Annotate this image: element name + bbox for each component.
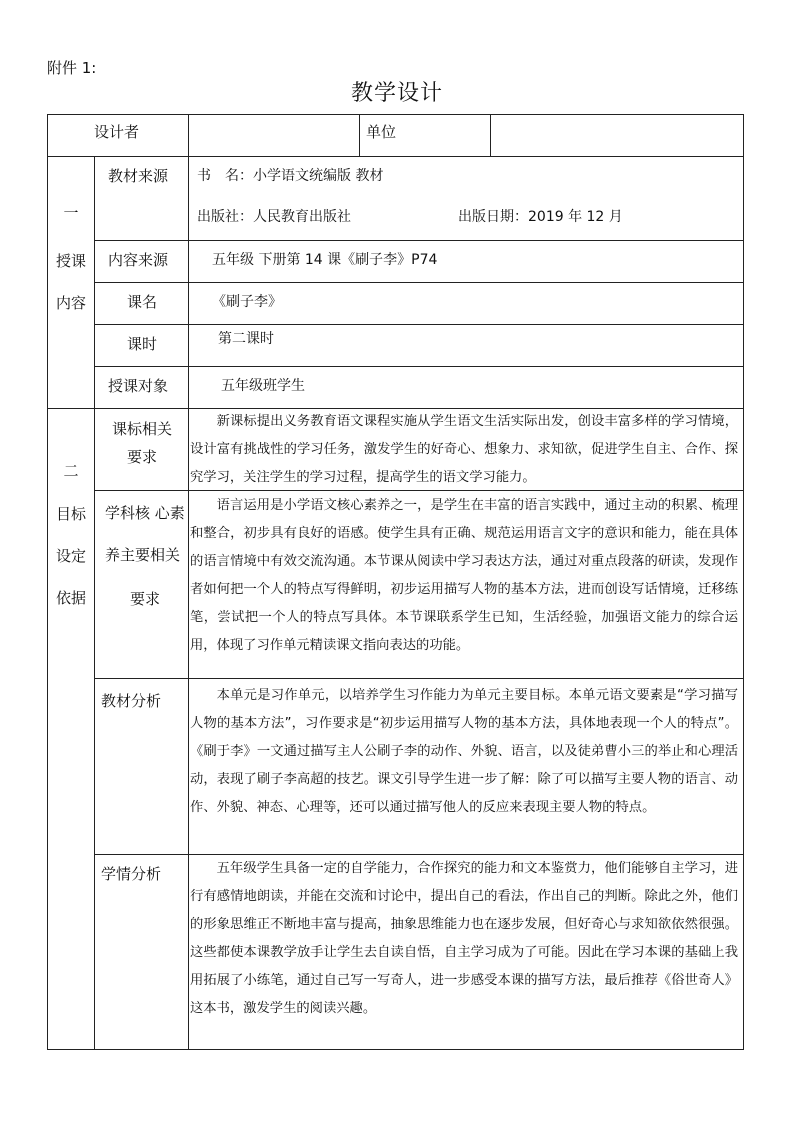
curriculum-label-line2: 要求 [127,448,158,466]
lesson-name-label: 课名 [127,293,158,311]
learner-analysis-text: 五年级学生具备一定的自学能力，合作探究的能力和文本鉴赏力，他们能够自主学习，进行有感情地朗读，并能在交流和讨论中，提出自己的看法，作出自己的判断。除此之外，他们的形象思维正不断地丰富与提高，抽象思维能力也在逐步发展，但好奇心与求知欲依然很强。这些都使本课教学放手让学生去自读自悟，自主学习成为了可能。因此在学习本课的基础上我用拓展了小练笔，通过自己写一写奇人，进一步感受本课的描写方法，最后推荐《俗世奇人》这本书，激发学生的阅读兴趣。 [190,861,738,1016]
section1-name-line2: 内容 [56,294,87,312]
textbook-analysis-label: 教材分析 [101,692,162,710]
core-literacy-label-line3: 要求 [130,590,161,608]
section2-name-line1: 目标 [56,505,87,523]
audience-label: 授课对象 [108,377,169,395]
textbook-source-label: 教材来源 [108,167,169,185]
book-name: 书 名：小学语文统编版 教材 [197,168,384,184]
lesson-name-value: 《刷子李》 [212,294,282,310]
content-source-label: 内容来源 [108,251,169,269]
publish-date: 出版日期：2019 年 12 月 [458,209,623,225]
curriculum-text: 新课标提出义务教育语文课程实施从学生语文生活实际出发，创设丰富多样的学习情境，设计富有挑战性的学习任务，激发学生的好奇心、想象力、求知欲，促进学生自主、合作、探究学习，关注学生的学习过程，提高学生的语文学习能力。 [190,414,738,485]
section1-number: 一 [63,204,79,222]
section2-name-line2: 设定 [56,547,87,565]
publisher: 出版社：人民教育出版社 [197,209,351,225]
content-source-value: 五年级 下册第 14 课《刷子李》P74 [212,252,438,268]
section2-name-line3: 依据 [56,589,87,607]
core-literacy-text: 语言运用是小学语文核心素养之一，是学生在丰富的语言实践中，通过主动的积累、梳理和整合，初步具有良好的语感。使学生具有正确、规范运用语言文字的意识和能力，能在具体的语言情境中有效交流沟通。本节课从阅读中学习表达方法，通过对重点段落的研读，发现作者如何把一个人的特点写得鲜明，初步运用描写人物的基本方法，进而创设写话情境，迁移练笔，尝试把一个人的特点写具体。本节课联系学生已知，生活经验，加强语文能力的综合运用，体现了习作单元精读课文指向表达的功能。 [190,498,738,653]
appendix-label: 附件 1: [47,59,97,77]
core-literacy-label-line1: 学科核 心素 [105,504,185,522]
section1-name-line1: 授课 [56,252,87,270]
period-value: 第二课时 [218,331,274,347]
core-literacy-label-line2: 养主要相关 [105,546,181,564]
section2-number: 二 [63,462,79,480]
period-label: 课时 [127,335,158,353]
curriculum-label-line1: 课标相关 [112,420,173,438]
audience-value: 五年级班学生 [221,378,305,394]
unit-label: 单位 [366,123,397,141]
textbook-analysis-text: 本单元是习作单元，以培养学生习作能力为单元主要目标。本单元语文要素是“学习描写人物的基本方法”，习作要求是“初步运用描写人物的基本方法，具体地表现一个人的特点”。《刷于李》一文通过描写主人公刷子李的动作、外貌、语言，以及徒弟曹小三的举止和心理活动，表现了刷子李高超的技艺。课文引导学生进一步了解：除了可以描写主要人物的语言、动作、外貌、神态、心理等，还可以通过描写他人的反应来表现主要人物的特点。 [190,688,738,815]
document-title: 教学设计 [350,81,443,106]
designer-label: 设计者 [94,123,140,141]
learner-analysis-label: 学情分析 [101,865,162,883]
